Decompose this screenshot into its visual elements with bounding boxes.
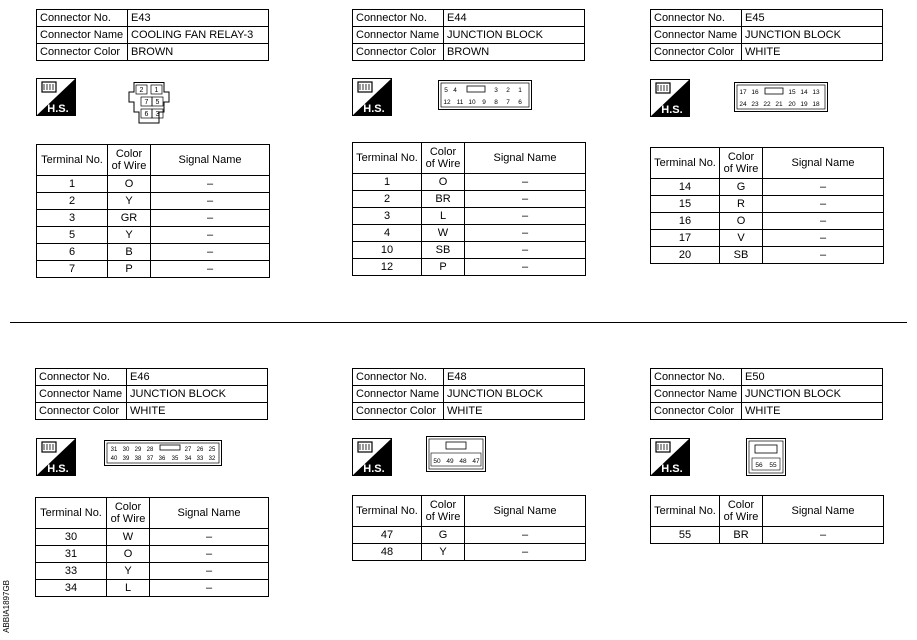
wire-color: Y <box>107 563 150 580</box>
wire-color: P <box>108 261 151 278</box>
figure-code: ABBIA1897GB <box>2 580 11 633</box>
terminal-table-e43 <box>36 144 270 278</box>
connector-e44-diagram <box>438 80 532 110</box>
header-signal-name: Signal Name <box>150 498 269 529</box>
connector-e48-diagram <box>426 436 486 472</box>
pin-label: 1 <box>154 87 159 94</box>
table-row <box>353 527 586 544</box>
pin-label: 26 <box>196 447 204 453</box>
pin-label: 5 <box>155 99 160 106</box>
label-connector-color: Connector Color <box>651 403 742 420</box>
terminal-no: 6 <box>37 244 108 261</box>
connector-e45-diagram <box>734 82 828 112</box>
label-connector-name: Connector Name <box>651 386 742 403</box>
connector-e43-info <box>36 9 269 61</box>
terminal-table-e44 <box>352 142 586 276</box>
header-color-of-wire: Color of Wire <box>422 496 465 527</box>
pin-label: 28 <box>146 447 154 453</box>
pin-label: 17 <box>739 89 747 96</box>
table-row <box>37 227 270 244</box>
pin-label: 36 <box>158 456 166 462</box>
pin-label: 25 <box>208 447 216 453</box>
table-row <box>651 196 884 213</box>
connector-color-value: WHITE <box>127 403 268 420</box>
hs-label: H.S. <box>661 463 683 475</box>
terminal-no: 20 <box>651 247 720 264</box>
table-row <box>36 546 269 563</box>
terminal-table-e48 <box>352 495 586 561</box>
table-row <box>651 527 884 544</box>
section-divider <box>10 322 907 323</box>
pin-label: 2 <box>139 87 144 94</box>
pin-label: 37 <box>146 456 154 462</box>
table-row <box>36 563 269 580</box>
pin-label: 30 <box>122 447 130 453</box>
connector-name-value: JUNCTION BLOCK <box>444 27 585 44</box>
wire-color: L <box>422 208 465 225</box>
wire-color: BR <box>422 191 465 208</box>
hs-icon <box>650 438 690 476</box>
terminal-no: 2 <box>37 193 108 210</box>
connector-color-value: WHITE <box>742 403 883 420</box>
pin-label: 1 <box>518 87 522 94</box>
label-connector-name: Connector Name <box>36 386 127 403</box>
pin-label: 10 <box>468 99 476 106</box>
wire-color: O <box>108 176 151 193</box>
terminal-no: 5 <box>37 227 108 244</box>
label-connector-name: Connector Name <box>651 27 742 44</box>
table-row <box>36 580 269 597</box>
terminal-no: 12 <box>353 259 422 276</box>
terminal-no: 17 <box>651 230 720 247</box>
pin-label: 32 <box>208 456 216 462</box>
connector-e50-diagram <box>746 438 786 476</box>
signal-name: – <box>465 208 586 225</box>
connector-name-value: JUNCTION BLOCK <box>742 27 883 44</box>
signal-name: – <box>150 563 269 580</box>
label-connector-color: Connector Color <box>353 403 444 420</box>
terminal-no: 10 <box>353 242 422 259</box>
signal-name: – <box>465 225 586 242</box>
connector-no-value: E43 <box>128 10 269 27</box>
pin-label: 18 <box>812 101 820 108</box>
table-row <box>353 259 586 276</box>
signal-name: – <box>465 242 586 259</box>
label-connector-no: Connector No. <box>353 369 444 386</box>
terminal-no: 16 <box>651 213 720 230</box>
connector-e50-info <box>650 368 883 420</box>
connector-color-value: BROWN <box>444 44 585 61</box>
signal-name: – <box>465 259 586 276</box>
wire-color: G <box>422 527 465 544</box>
hs-label: H.S. <box>47 103 69 115</box>
table-row <box>353 208 586 225</box>
pin-label: 12 <box>443 99 451 106</box>
connector-e46-info <box>35 368 268 420</box>
signal-name: – <box>763 196 884 213</box>
header-terminal-no: Terminal No. <box>37 145 108 176</box>
label-connector-color: Connector Color <box>353 44 444 61</box>
table-row <box>37 244 270 261</box>
signal-name: – <box>150 546 269 563</box>
wire-color: B <box>108 244 151 261</box>
terminal-no: 7 <box>37 261 108 278</box>
connector-no-value: E44 <box>444 10 585 27</box>
pin-label: 13 <box>812 89 820 96</box>
terminal-table-e50 <box>650 495 884 544</box>
table-row <box>353 544 586 561</box>
terminal-table-e46 <box>35 497 269 597</box>
label-connector-name: Connector Name <box>353 386 444 403</box>
signal-name: – <box>465 174 586 191</box>
label-connector-no: Connector No. <box>353 10 444 27</box>
hs-label: H.S. <box>363 103 385 115</box>
wire-color: W <box>107 529 150 546</box>
table-row <box>37 176 270 193</box>
table-row <box>353 191 586 208</box>
connector-name-value: JUNCTION BLOCK <box>127 386 268 403</box>
pin-label: 8 <box>494 99 498 106</box>
table-row <box>37 261 270 278</box>
table-row <box>353 225 586 242</box>
terminal-no: 48 <box>353 544 422 561</box>
wire-color: Y <box>108 227 151 244</box>
hs-icon <box>36 78 76 116</box>
pin-label: 49 <box>446 458 454 465</box>
pin-label: 6 <box>518 99 522 106</box>
pin-label: 2 <box>506 87 510 94</box>
connector-e45-info <box>650 9 883 61</box>
header-signal-name: Signal Name <box>465 143 586 174</box>
pin-label: 38 <box>134 456 142 462</box>
connector-e48-info <box>352 368 585 420</box>
header-terminal-no: Terminal No. <box>651 148 720 179</box>
table-row <box>651 230 884 247</box>
signal-name: – <box>151 261 270 278</box>
header-signal-name: Signal Name <box>465 496 586 527</box>
connector-name-value: JUNCTION BLOCK <box>742 386 883 403</box>
label-connector-no: Connector No. <box>651 369 742 386</box>
pin-label: 55 <box>769 462 777 469</box>
terminal-no: 3 <box>353 208 422 225</box>
hs-label: H.S. <box>363 463 385 475</box>
hs-label: H.S. <box>661 104 683 116</box>
header-terminal-no: Terminal No. <box>36 498 107 529</box>
terminal-no: 33 <box>36 563 107 580</box>
connector-name-value: COOLING FAN RELAY-3 <box>128 27 269 44</box>
table-row <box>353 174 586 191</box>
pin-label: 5 <box>444 87 448 94</box>
header-color-of-wire: Color of Wire <box>108 145 151 176</box>
wire-color: W <box>422 225 465 242</box>
table-row <box>651 179 884 196</box>
signal-name: – <box>465 191 586 208</box>
pin-label: 20 <box>788 101 796 108</box>
header-signal-name: Signal Name <box>763 148 884 179</box>
signal-name: – <box>151 193 270 210</box>
pin-label: 27 <box>184 447 192 453</box>
connector-e46-diagram <box>104 440 222 466</box>
pin-label: 15 <box>788 89 796 96</box>
connector-e44-info <box>352 9 585 61</box>
hs-icon <box>352 78 392 116</box>
terminal-no: 47 <box>353 527 422 544</box>
wire-color: R <box>720 196 763 213</box>
connector-no-value: E48 <box>444 369 585 386</box>
terminal-no: 2 <box>353 191 422 208</box>
label-connector-no: Connector No. <box>37 10 128 27</box>
pin-label: 40 <box>110 456 118 462</box>
connector-color-value: WHITE <box>444 403 585 420</box>
signal-name: – <box>763 527 884 544</box>
signal-name: – <box>465 544 586 561</box>
header-color-of-wire: Color of Wire <box>422 143 465 174</box>
wire-color: Y <box>422 544 465 561</box>
table-row <box>353 242 586 259</box>
table-row <box>651 213 884 230</box>
connector-no-value: E45 <box>742 10 883 27</box>
label-connector-name: Connector Name <box>37 27 128 44</box>
connector-no-value: E46 <box>127 369 268 386</box>
wire-color: P <box>422 259 465 276</box>
pin-label: 34 <box>184 456 192 462</box>
pin-label: 11 <box>456 99 464 106</box>
wire-color: O <box>107 546 150 563</box>
connector-e43-diagram <box>126 82 172 124</box>
terminal-no: 3 <box>37 210 108 227</box>
wire-color: SB <box>720 247 763 264</box>
pin-label: 14 <box>800 89 808 96</box>
wire-color: O <box>422 174 465 191</box>
signal-name: – <box>763 213 884 230</box>
terminal-no: 1 <box>37 176 108 193</box>
wire-color: V <box>720 230 763 247</box>
signal-name: – <box>151 210 270 227</box>
wire-color: G <box>720 179 763 196</box>
signal-name: – <box>465 527 586 544</box>
pin-label: 56 <box>755 462 763 469</box>
wire-color: Y <box>108 193 151 210</box>
pin-label: 31 <box>110 447 118 453</box>
signal-name: – <box>763 230 884 247</box>
connector-color-value: BROWN <box>128 44 269 61</box>
terminal-no: 31 <box>36 546 107 563</box>
header-color-of-wire: Color of Wire <box>720 496 763 527</box>
table-row <box>37 193 270 210</box>
hs-label: H.S. <box>47 463 69 475</box>
terminal-no: 4 <box>353 225 422 242</box>
header-terminal-no: Terminal No. <box>651 496 720 527</box>
wire-color: BR <box>720 527 763 544</box>
header-signal-name: Signal Name <box>763 496 884 527</box>
pin-label: 29 <box>134 447 142 453</box>
header-signal-name: Signal Name <box>151 145 270 176</box>
pin-label: 33 <box>196 456 204 462</box>
label-connector-color: Connector Color <box>651 44 742 61</box>
signal-name: – <box>151 244 270 261</box>
pin-label: 4 <box>453 87 457 94</box>
pin-label: 16 <box>751 89 759 96</box>
header-terminal-no: Terminal No. <box>353 496 422 527</box>
header-terminal-no: Terminal No. <box>353 143 422 174</box>
pin-label: 23 <box>751 101 759 108</box>
connector-color-value: WHITE <box>742 44 883 61</box>
terminal-no: 34 <box>36 580 107 597</box>
terminal-no: 15 <box>651 196 720 213</box>
signal-name: – <box>151 227 270 244</box>
pin-label: 48 <box>459 458 467 465</box>
pin-label: 6 <box>144 111 149 118</box>
terminal-no: 1 <box>353 174 422 191</box>
signal-name: – <box>763 179 884 196</box>
terminal-no: 55 <box>651 527 720 544</box>
pin-label: 22 <box>763 101 771 108</box>
pin-label: 9 <box>482 99 486 106</box>
wire-color: O <box>720 213 763 230</box>
terminal-no: 30 <box>36 529 107 546</box>
wire-color: GR <box>108 210 151 227</box>
pin-label: 47 <box>472 458 480 465</box>
label-connector-no: Connector No. <box>36 369 127 386</box>
terminal-no: 14 <box>651 179 720 196</box>
pin-label: 7 <box>506 99 510 106</box>
wire-color: L <box>107 580 150 597</box>
signal-name: – <box>150 529 269 546</box>
pin-label: 35 <box>171 456 179 462</box>
header-color-of-wire: Color of Wire <box>107 498 150 529</box>
connector-name-value: JUNCTION BLOCK <box>444 386 585 403</box>
terminal-table-e45 <box>650 147 884 264</box>
connector-no-value: E50 <box>742 369 883 386</box>
table-row <box>36 529 269 546</box>
header-color-of-wire: Color of Wire <box>720 148 763 179</box>
label-connector-color: Connector Color <box>37 44 128 61</box>
hs-icon <box>352 438 392 476</box>
hs-icon <box>36 438 76 476</box>
hs-icon <box>650 79 690 117</box>
wire-color: SB <box>422 242 465 259</box>
pin-label: 24 <box>739 101 747 108</box>
pin-label: 3 <box>155 111 160 118</box>
signal-name: – <box>763 247 884 264</box>
label-connector-color: Connector Color <box>36 403 127 420</box>
pin-label: 21 <box>775 101 783 108</box>
label-connector-no: Connector No. <box>651 10 742 27</box>
label-connector-name: Connector Name <box>353 27 444 44</box>
signal-name: – <box>151 176 270 193</box>
signal-name: – <box>150 580 269 597</box>
pin-label: 50 <box>433 458 441 465</box>
table-row <box>651 247 884 264</box>
pin-label: 3 <box>494 87 498 94</box>
pin-label: 19 <box>800 101 808 108</box>
pin-label: 39 <box>122 456 130 462</box>
table-row <box>37 210 270 227</box>
pin-label: 7 <box>144 99 149 106</box>
